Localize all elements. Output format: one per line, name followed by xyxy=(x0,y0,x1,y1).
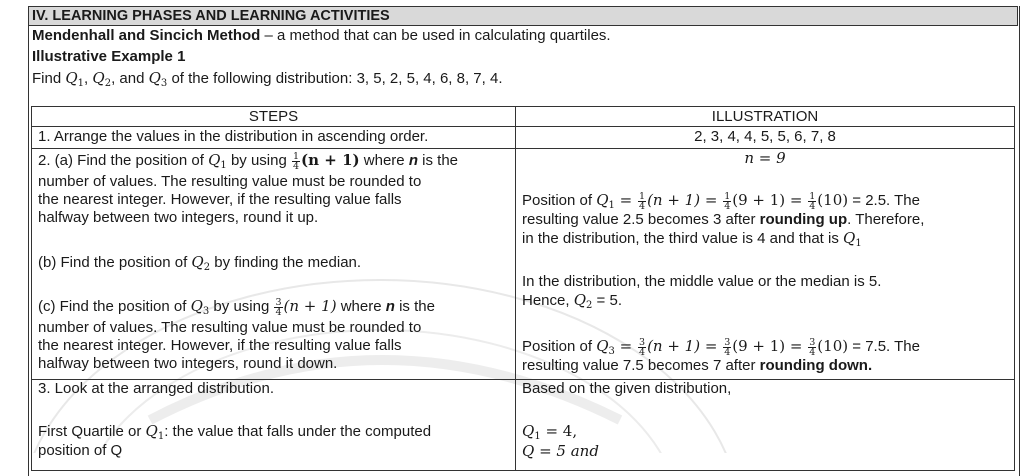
step-2a-line1: 2. (a) Find the position of $Q_1$ by using $\frac{1}{4}$ (n + 1) where n is the xyxy=(38,150,459,172)
illustration-1: 2, 3, 4, 4, 5, 5, 6, 7, 8 xyxy=(516,127,1015,149)
ill-q1-line3: in the distribution, the third value is 4 and that is $Q_1$ xyxy=(522,229,862,249)
ill-q3-line1: Position of $Q_3$ = $\frac{3}{4}$ (n + 1) = $\frac{3}{4}$ (9 + 1) = $\frac{3}{4}$ (10) = 7.5. The xyxy=(522,336,920,358)
steps-table xyxy=(31,106,1015,471)
step-2a-line3: the nearest integer. However, if the resulting value falls xyxy=(38,191,402,208)
step-2c-line3: the nearest integer. However, if the resulting value falls xyxy=(38,337,402,354)
table-row xyxy=(32,149,1015,380)
step-2b: (b) Find the position of $Q_2$ by finding the median. xyxy=(38,253,362,273)
table-row xyxy=(32,127,1015,149)
ill-3-line1: Based on the given distribution, xyxy=(522,380,732,397)
ill-3-q2: Q = 5 and xyxy=(522,442,599,460)
table-header-row xyxy=(32,107,1015,127)
step-3 xyxy=(32,380,516,471)
step-2a-line4: halfway between two integers, round it up. xyxy=(38,209,319,226)
method-name: Mendenhall and Sincich Method xyxy=(32,27,261,44)
step-2c-line2: number of values. The resulting value must be rounded to xyxy=(38,319,422,336)
section-header: IV. LEARNING PHASES AND LEARNING ACTIVITIES xyxy=(28,6,1018,26)
ill-q2-line2: Hence, $Q_2 = 5$. xyxy=(522,291,622,311)
step-2a-line2: number of values. The resulting value must be rounded to xyxy=(38,173,422,190)
step-3-first-quartile: First Quartile or $Q_1$: the value that falls under the computed xyxy=(38,422,432,442)
step-3-line1: 3. Look at the arranged distribution. xyxy=(38,380,274,397)
step-2c-line1: (c) Find the position of $Q_3$ by using $\frac{3}{4}$ (n + 1) where n is the xyxy=(38,296,435,318)
ill-q3-line2: resulting value 7.5 becomes 7 after rounding down. xyxy=(522,357,873,374)
find-line: Find $Q_1$, $Q_2$, and $Q_3$ of the following distribution: 3, 5, 2, 5, 4, 6, 8, 7, 4. xyxy=(32,69,503,89)
illustration-3 xyxy=(516,380,1015,471)
step-2 xyxy=(32,149,516,380)
illustration-2 xyxy=(516,149,1015,380)
header-steps: STEPS xyxy=(32,107,516,127)
example-title: Illustrative Example 1 xyxy=(32,48,186,65)
method-desc: – a method that can be used in calculating quartiles. xyxy=(260,27,611,44)
table-row xyxy=(32,380,1015,471)
ill-q1-line2: resulting value 2.5 becomes 3 after rounding up. Therefore, xyxy=(522,211,925,228)
ill-q1-line1: Position of $Q_1$ = $\frac{1}{4}$ (n + 1) = $\frac{1}{4}$ (9 + 1) = $\frac{1}{4}$ (10) = 2.5. The xyxy=(522,190,920,212)
ill-q2-line1: In the distribution, the middle value or the median is 5. xyxy=(522,273,882,290)
header-illustration: ILLUSTRATION xyxy=(516,107,1015,127)
step-3-line3: position of Q xyxy=(38,442,123,459)
method-line xyxy=(32,27,611,44)
step-2c-line4: halfway between two integers, round it down. xyxy=(38,355,338,372)
ill-3-q1: $Q_1 = 4$, xyxy=(522,422,578,442)
n-equals: n = 9 xyxy=(744,149,786,167)
step-1: 1. Arrange the values in the distribution in ascending order. xyxy=(32,127,516,149)
